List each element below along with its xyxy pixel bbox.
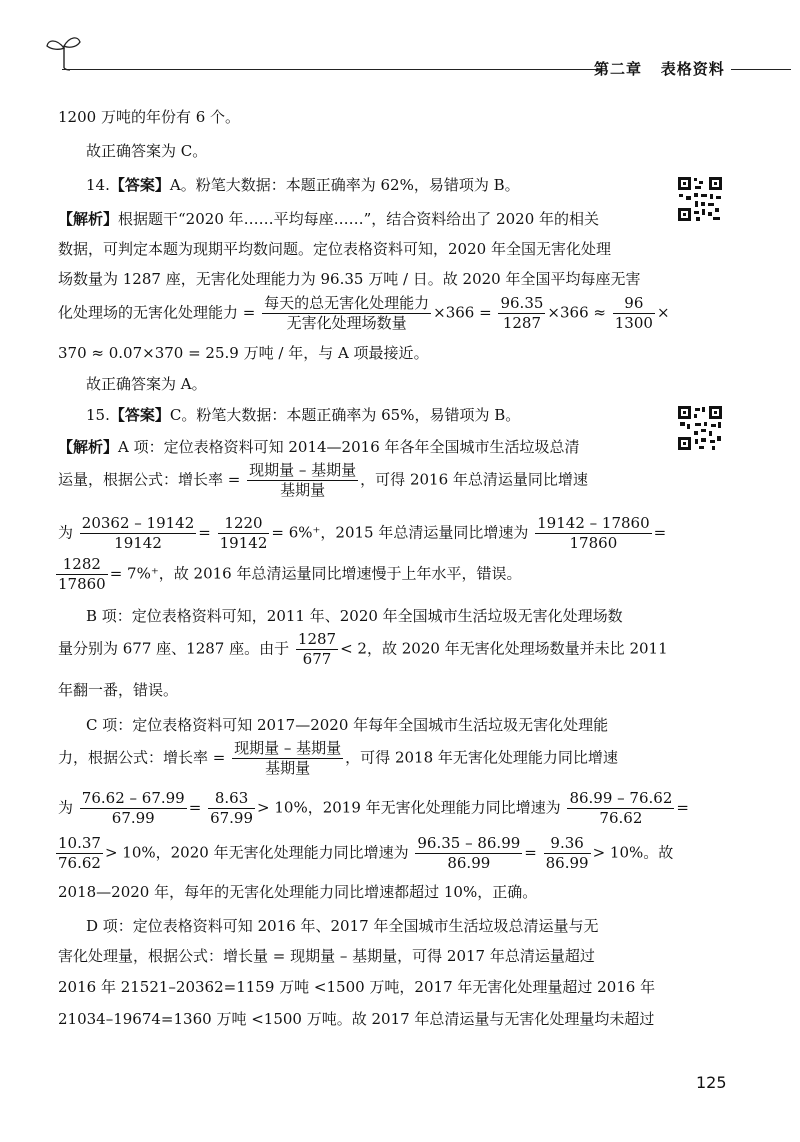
numerator: 1287 <box>297 630 337 648</box>
formula-line <box>58 789 689 828</box>
answer-text: A。粉笔大数据：本题正确率为 62%，易错项为 B。 <box>169 176 520 194</box>
answer-text: C。粉笔大数据：本题正确率为 65%，易错项为 B。 <box>169 406 521 424</box>
numerator: 9.36 <box>544 834 591 854</box>
formula-text: 运量，根据公式：增长率 = <box>58 470 241 489</box>
question-number: 14. <box>86 176 110 194</box>
text-line: 数据，可判定本题为现期平均数问题。定位表格资料可知，2020 年全国无害化处理 <box>58 240 611 258</box>
numerator: 76.62 – 67.99 <box>81 789 185 807</box>
analysis-text: A 项：定位表格资料可知 2014—2016 年各年全国城市生活垃圾总清 <box>118 438 580 456</box>
formula-line <box>58 739 618 778</box>
analysis-text: 根据题干“2020 年……平均每座……”，结合资料给出了 2020 年的相关 <box>118 210 600 228</box>
text-line: 故正确答案为 A。 <box>86 375 207 393</box>
denominator: 67.99 <box>111 809 155 827</box>
page-number: 125 <box>696 1073 727 1092</box>
denominator: 基期量 <box>265 759 311 777</box>
fraction <box>80 789 187 828</box>
formula-text: 为 <box>58 523 74 542</box>
formula-text: ，可得 2016 年总清运量同比增速 <box>360 470 588 489</box>
numerator: 96.35 – 86.99 <box>417 834 521 852</box>
fraction <box>613 294 655 333</box>
numerator: 20362 – 19142 <box>81 514 195 532</box>
denominator: 19142 <box>219 534 268 552</box>
analysis-tag: 【解析】 <box>58 210 119 228</box>
fraction <box>262 294 431 333</box>
fraction <box>296 630 338 669</box>
formula-line <box>58 461 588 500</box>
formula-text: 化处理场的无害化处理能力 = <box>58 303 256 322</box>
fraction <box>232 739 343 778</box>
denominator: 76.62 <box>599 809 643 827</box>
header-rule <box>62 69 602 70</box>
formula-line <box>58 514 666 553</box>
fraction <box>247 461 358 500</box>
numerator: 现期量 – 基期量 <box>234 739 342 757</box>
section-name: 表格资料 <box>660 60 725 78</box>
fraction <box>56 834 103 873</box>
formula-text: 力，根据公式：增长率 = <box>58 748 226 767</box>
formula-text: < 2，故 2020 年无害化处理场数量并未比 2011 <box>340 639 668 658</box>
formula-line <box>54 555 521 594</box>
text-line: B 项：定位表格资料可知，2011 年、2020 年全国城市生活垃圾无害化处理场数 <box>86 607 623 625</box>
formula-text: 为 <box>58 798 74 817</box>
chapter-title <box>594 58 725 79</box>
denominator: 19142 <box>114 534 162 552</box>
denominator: 17860 <box>58 575 106 593</box>
fraction <box>56 555 108 594</box>
numerator: 1220 <box>218 514 270 534</box>
numerator: 1282 <box>56 555 108 575</box>
text-line: 年翻一番，错误。 <box>58 681 179 699</box>
numerator: 10.37 <box>58 834 101 852</box>
header-rule-right <box>731 69 791 70</box>
formula-text: = <box>653 523 667 542</box>
denominator: 76.62 <box>58 854 101 872</box>
numerator: 86.99 – 76.62 <box>569 789 673 807</box>
fraction <box>544 834 591 873</box>
numerator: 96 <box>613 294 655 314</box>
formula-text: > 10%，2019 年无害化处理能力同比增速为 <box>257 798 561 817</box>
fraction <box>498 294 545 333</box>
numerator: 19142 – 17860 <box>537 514 650 532</box>
denominator: 86.99 <box>545 854 589 872</box>
denominator: 17860 <box>569 534 618 552</box>
text-line <box>58 437 580 457</box>
text-line: 2016 年 21521–20362=1159 万吨 <1500 万吨，2017 年无害化处理量超过 2016 年 <box>58 978 656 996</box>
denominator: 67.99 <box>210 809 254 827</box>
text-line: C 项：定位表格资料可知 2017—2020 年每年全国城市生活垃圾无害化处理能 <box>86 716 609 734</box>
text-line: 场数量为 1287 座，无害化处理能力为 96.35 万吨 / 日。故 2020 年全国平均每座无害 <box>58 270 641 288</box>
text-line: 故正确答案为 C。 <box>86 142 208 160</box>
formula-line <box>58 630 668 669</box>
formula-text: ，可得 2018 年无害化处理能力同比增速 <box>345 748 618 767</box>
denominator: 1300 <box>614 314 653 332</box>
analysis-tag: 【解析】 <box>58 438 119 456</box>
formula-text: = 6%⁺，2015 年总清运量同比增速为 <box>271 523 529 542</box>
text-line: 21034–19674=1360 万吨 <1500 万吨。故 2017 年总清运量与无害化处理量均未超过 <box>58 1010 655 1028</box>
formula-text: 量分别为 677 座、1287 座。由于 <box>58 639 290 658</box>
q14-answer-line <box>86 175 520 195</box>
fraction <box>535 514 651 553</box>
qr-code-icon <box>677 176 723 222</box>
numerator: 每天的总无害化处理能力 <box>264 294 430 312</box>
formula-text: = <box>188 798 202 817</box>
formula-text: > 10%。故 <box>592 843 674 862</box>
formula-text: = <box>676 798 689 817</box>
numerator: 8.63 <box>208 789 255 809</box>
numerator: 现期量 – 基期量 <box>249 461 357 479</box>
fraction <box>415 834 522 873</box>
answer-tag: 【答案】 <box>109 406 170 424</box>
denominator: 1287 <box>502 314 542 332</box>
denominator: 677 <box>302 650 332 668</box>
qr-code-icon <box>677 405 723 451</box>
answer-tag: 【答案】 <box>109 176 170 194</box>
text-line: 1200 万吨的年份有 6 个。 <box>58 108 241 126</box>
fraction <box>218 514 270 553</box>
text-line: D 项：定位表格资料可知 2016 年、2017 年全国城市生活垃圾总清运量与无 <box>86 917 599 935</box>
fraction <box>567 789 674 828</box>
text-line: 害化处理量，根据公式：增长量 = 现期量 – 基期量，可得 2017 年总清运量超过 <box>58 947 595 965</box>
text-line: 370 ≈ 0.07×370 = 25.9 万吨 / 年，与 A 项最接近。 <box>58 344 429 362</box>
formula-text: ×366 = <box>433 303 492 322</box>
denominator: 86.99 <box>447 854 491 872</box>
formula-text: = <box>198 523 211 542</box>
q15-answer-line <box>86 405 520 425</box>
formula-line <box>58 294 670 333</box>
chapter-number: 第二章 <box>594 60 643 78</box>
numerator: 96.35 <box>500 294 544 312</box>
formula-text: = 7%⁺，故 2016 年总清运量同比增速慢于上年水平，错误。 <box>109 564 522 583</box>
denominator: 无害化处理场数量 <box>286 314 407 332</box>
fraction <box>208 789 255 828</box>
denominator: 基期量 <box>280 481 326 499</box>
leaf-ornament-icon <box>44 30 84 74</box>
question-number: 15. <box>86 406 110 424</box>
formula-line <box>54 834 673 873</box>
fraction <box>80 514 196 553</box>
formula-text: ×366 ≈ <box>547 303 606 322</box>
formula-text: > 10%，2020 年无害化处理能力同比增速为 <box>104 843 409 862</box>
text-line <box>58 209 599 229</box>
text-line: 2018—2020 年，每年的无害化处理能力同比增速都超过 10%，正确。 <box>58 883 538 901</box>
formula-text: × <box>656 303 670 322</box>
formula-text: = <box>524 843 537 862</box>
